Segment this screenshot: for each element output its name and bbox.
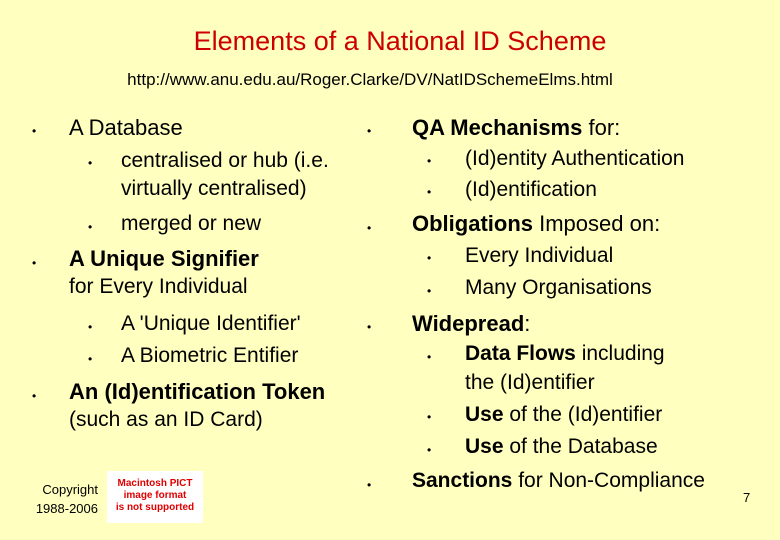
sub-item-biometric: A Biometric Entifier <box>121 344 299 367</box>
item-qa-mechanisms: QA Mechanisms for: <box>412 115 621 140</box>
sub-item-identification: (Id)entification <box>465 178 597 201</box>
bullet: • <box>427 251 432 265</box>
sub-item-centralised: centralised or hub (i.e. <box>121 149 329 172</box>
bullet: • <box>367 124 372 138</box>
bullet: • <box>88 320 93 334</box>
sub-item-the-identifier: the (Id)entifier <box>465 371 595 394</box>
bullet: • <box>88 156 93 170</box>
item-unique-signifier: A Unique Signifier <box>69 246 259 271</box>
copyright <box>30 480 98 518</box>
sub-item-many-orgs: Many Organisations <box>465 276 652 299</box>
item-token: An (Id)entification Token <box>69 379 326 404</box>
source-url: http://www.anu.edu.au/Roger.Clarke/DV/NatIDSchemeElms.html <box>127 70 613 89</box>
bullet: • <box>88 352 93 366</box>
sub-item-every-individual: Every Individual <box>465 244 614 267</box>
bullet: • <box>427 284 432 298</box>
bullet: • <box>367 221 372 235</box>
copyright-years: 1988-2006 <box>35 501 98 516</box>
bullet: • <box>427 185 432 199</box>
page-number: 7 <box>743 490 751 505</box>
pict-line-3: is not supported <box>115 502 195 513</box>
item-such-as: (such as an ID Card) <box>69 408 263 431</box>
pict-line-1: Macintosh PICT <box>117 478 193 489</box>
bullet: • <box>367 478 372 492</box>
bullet: • <box>427 410 432 424</box>
sub-item-merged: merged or new <box>121 212 262 235</box>
bullet: • <box>367 320 372 334</box>
bullet: • <box>32 389 37 403</box>
slide-title: Elements of a National ID Scheme <box>193 26 607 56</box>
sub-item-use-database: Use of the Database <box>465 435 658 458</box>
bullet: • <box>427 154 432 168</box>
sub-item-centralised-cont: virtually centralised) <box>121 177 307 200</box>
item-widepread: Widepread: <box>412 311 531 336</box>
item-a-database: A Database <box>69 115 183 140</box>
sub-item-authentication: (Id)entity Authentication <box>465 147 685 170</box>
bullet: • <box>32 124 37 138</box>
sub-item-data-flows: Data Flows including <box>465 342 665 365</box>
bullet: • <box>88 220 93 234</box>
bullet: • <box>427 443 432 457</box>
copyright-label: Copyright <box>42 482 98 497</box>
sub-item-use-identifier: Use of the (Id)entifier <box>465 403 663 426</box>
bullet: • <box>32 256 37 270</box>
unsupported-image-placeholder <box>107 471 203 523</box>
item-sanctions: Sanctions for Non-Compliance <box>412 469 705 492</box>
bullet: • <box>427 350 432 364</box>
pict-line-2: image format <box>123 490 187 501</box>
sub-item-unique-identifier: A 'Unique Identifier' <box>121 312 301 335</box>
item-for-every-individual: for Every Individual <box>69 275 248 298</box>
item-obligations: Obligations Imposed on: <box>412 211 661 236</box>
